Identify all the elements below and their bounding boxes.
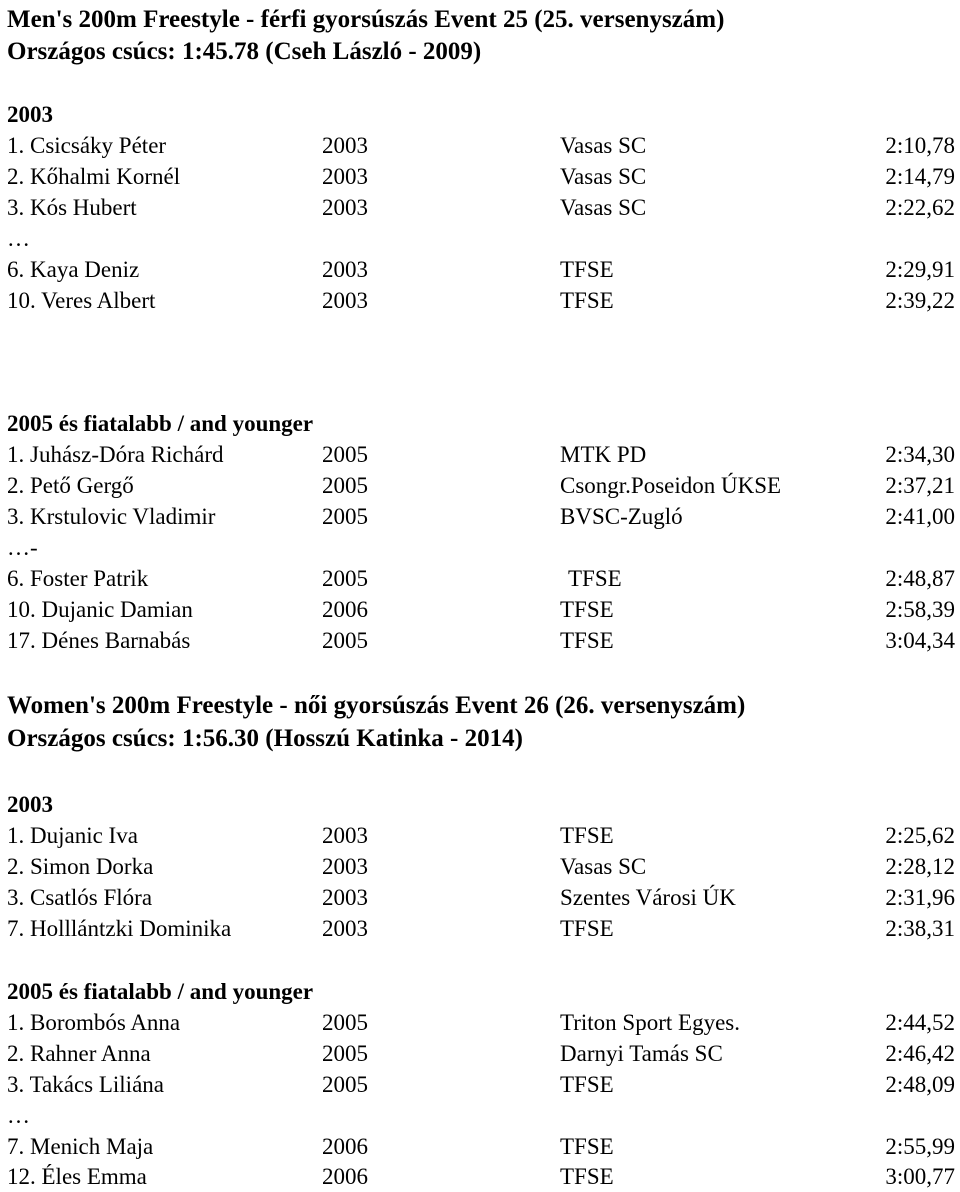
- club: TFSE: [560, 823, 614, 848]
- club: TFSE: [560, 597, 614, 622]
- birth-year: 2005: [322, 1072, 368, 1097]
- swimmer-name: 7. Menich Maja: [7, 1134, 154, 1159]
- result-row: [0, 192, 960, 223]
- club: TFSE: [560, 1164, 614, 1189]
- club: Vasas SC: [560, 133, 647, 158]
- result-row: [0, 254, 960, 285]
- result-row: [0, 130, 960, 161]
- birth-year: 2003: [322, 823, 368, 848]
- birth-year: 2003: [322, 854, 368, 879]
- time: 3:00,77: [885, 1164, 955, 1189]
- result-row: [0, 439, 960, 470]
- men-group2-heading: 2005 és fiatalabb / and younger: [7, 411, 314, 436]
- club: TFSE: [560, 628, 614, 653]
- birth-year: 2005: [322, 473, 368, 498]
- club: TFSE: [560, 288, 614, 313]
- club: Csongr.Poseidon ÚKSE: [560, 473, 782, 498]
- result-row: [0, 882, 960, 913]
- club: Vasas SC: [560, 195, 647, 220]
- swimmer-name: 17. Dénes Barnabás: [7, 628, 191, 653]
- swimmer-name: 6. Kaya Deniz: [7, 257, 140, 282]
- result-row: [0, 1069, 960, 1100]
- birth-year: 2003: [322, 288, 368, 313]
- club: Vasas SC: [560, 854, 647, 879]
- result-row: [0, 1038, 960, 1069]
- time: 2:10,78: [885, 133, 955, 158]
- time: 2:14,79: [885, 164, 955, 189]
- birth-year: 2005: [322, 628, 368, 653]
- result-row: [0, 501, 960, 532]
- swimmer-name: 1. Csicsáky Péter: [7, 133, 167, 158]
- time: 2:22,62: [885, 195, 955, 220]
- swimmer-name: 7. Holllántzki Dominika: [7, 916, 232, 941]
- club: Vasas SC: [560, 164, 647, 189]
- result-row: [0, 913, 960, 944]
- birth-year: 2006: [322, 597, 368, 622]
- time: 2:44,52: [885, 1010, 955, 1035]
- result-row: [0, 625, 960, 656]
- swimmer-name: 1. Juhász-Dóra Richárd: [7, 442, 224, 467]
- result-row: [0, 1131, 960, 1162]
- women-event-title: Women's 200m Freestyle - női gyorsúszás Event 26 (26. versenyszám): [7, 692, 746, 719]
- time: 2:31,96: [885, 885, 955, 910]
- birth-year: 2006: [322, 1164, 368, 1189]
- result-row: [0, 470, 960, 501]
- time: 2:37,21: [885, 473, 955, 498]
- men-national-record: Országos csúcs: 1:45.78 (Cseh László - 2009): [7, 38, 482, 65]
- time: 2:38,31: [885, 916, 955, 941]
- women-group1-heading: 2003: [7, 792, 53, 817]
- birth-year: 2003: [322, 195, 368, 220]
- swimmer-name: 2. Pető Gergő: [7, 473, 134, 498]
- swimmer-name: 10. Veres Albert: [7, 288, 156, 313]
- result-row: [0, 851, 960, 882]
- omitted-rows-ellipsis: …-: [7, 535, 38, 560]
- swimmer-name: 12. Éles Emma: [7, 1164, 147, 1189]
- swimmer-name: 1. Dujanic Iva: [7, 823, 138, 848]
- birth-year: 2003: [322, 885, 368, 910]
- time: 2:28,12: [885, 854, 955, 879]
- time: 2:48,09: [885, 1072, 955, 1097]
- men-group1-heading: 2003: [7, 102, 53, 127]
- men-event-title: Men's 200m Freestyle - férfi gyorsúszás Event 25 (25. versenyszám): [7, 6, 725, 33]
- swimmer-name: 1. Borombós Anna: [7, 1010, 181, 1035]
- result-row: [0, 1007, 960, 1038]
- swimmer-name: 2. Simon Dorka: [7, 854, 154, 879]
- club: TFSE: [568, 566, 622, 591]
- omitted-rows-ellipsis: …: [7, 226, 30, 251]
- swimmer-name: 6. Foster Patrik: [7, 566, 149, 591]
- birth-year: 2006: [322, 1134, 368, 1159]
- time: 2:34,30: [885, 442, 955, 467]
- swimmer-name: 2. Rahner Anna: [7, 1041, 151, 1066]
- time: 2:39,22: [885, 288, 955, 313]
- club: TFSE: [560, 1072, 614, 1097]
- swimmer-name: 3. Kós Hubert: [7, 195, 137, 220]
- swimmer-name: 3. Krstulovic Vladimir: [7, 504, 216, 529]
- birth-year: 2003: [322, 257, 368, 282]
- birth-year: 2005: [322, 1010, 368, 1035]
- omitted-rows-ellipsis: …: [7, 1103, 30, 1128]
- birth-year: 2003: [322, 164, 368, 189]
- time: 3:04,34: [885, 628, 955, 653]
- birth-year: 2005: [322, 504, 368, 529]
- club: MTK PD: [560, 442, 647, 467]
- result-row: [0, 820, 960, 851]
- result-row: [0, 1161, 960, 1192]
- swimmer-name: 3. Takács Liliána: [7, 1072, 164, 1097]
- club: TFSE: [560, 1134, 614, 1159]
- birth-year: 2003: [322, 916, 368, 941]
- time: 2:29,91: [885, 257, 955, 282]
- women-group2-heading: 2005 és fiatalabb / and younger: [7, 979, 314, 1004]
- women-national-record: Országos csúcs: 1:56.30 (Hosszú Katinka - 2014): [7, 725, 523, 752]
- club: Darnyi Tamás SC: [560, 1041, 723, 1066]
- club: Szentes Városi ÚK: [560, 885, 736, 910]
- club: Triton Sport Egyes.: [560, 1010, 740, 1035]
- result-row: [0, 161, 960, 192]
- time: 2:41,00: [885, 504, 955, 529]
- time: 2:55,99: [885, 1134, 955, 1159]
- result-row: [0, 285, 960, 316]
- time: 2:46,42: [885, 1041, 955, 1066]
- swimmer-name: 10. Dujanic Damian: [7, 597, 193, 622]
- time: 2:58,39: [885, 597, 955, 622]
- swimmer-name: 3. Csatlós Flóra: [7, 885, 153, 910]
- birth-year: 2005: [322, 566, 368, 591]
- birth-year: 2005: [322, 1041, 368, 1066]
- birth-year: 2005: [322, 442, 368, 467]
- club: TFSE: [560, 916, 614, 941]
- result-row: [0, 563, 960, 594]
- swimmer-name: 2. Kőhalmi Kornél: [7, 164, 181, 189]
- result-row: [0, 594, 960, 625]
- time: 2:25,62: [885, 823, 955, 848]
- time: 2:48,87: [885, 566, 955, 591]
- club: BVSC-Zugló: [560, 504, 683, 529]
- birth-year: 2003: [322, 133, 368, 158]
- club: TFSE: [560, 257, 614, 282]
